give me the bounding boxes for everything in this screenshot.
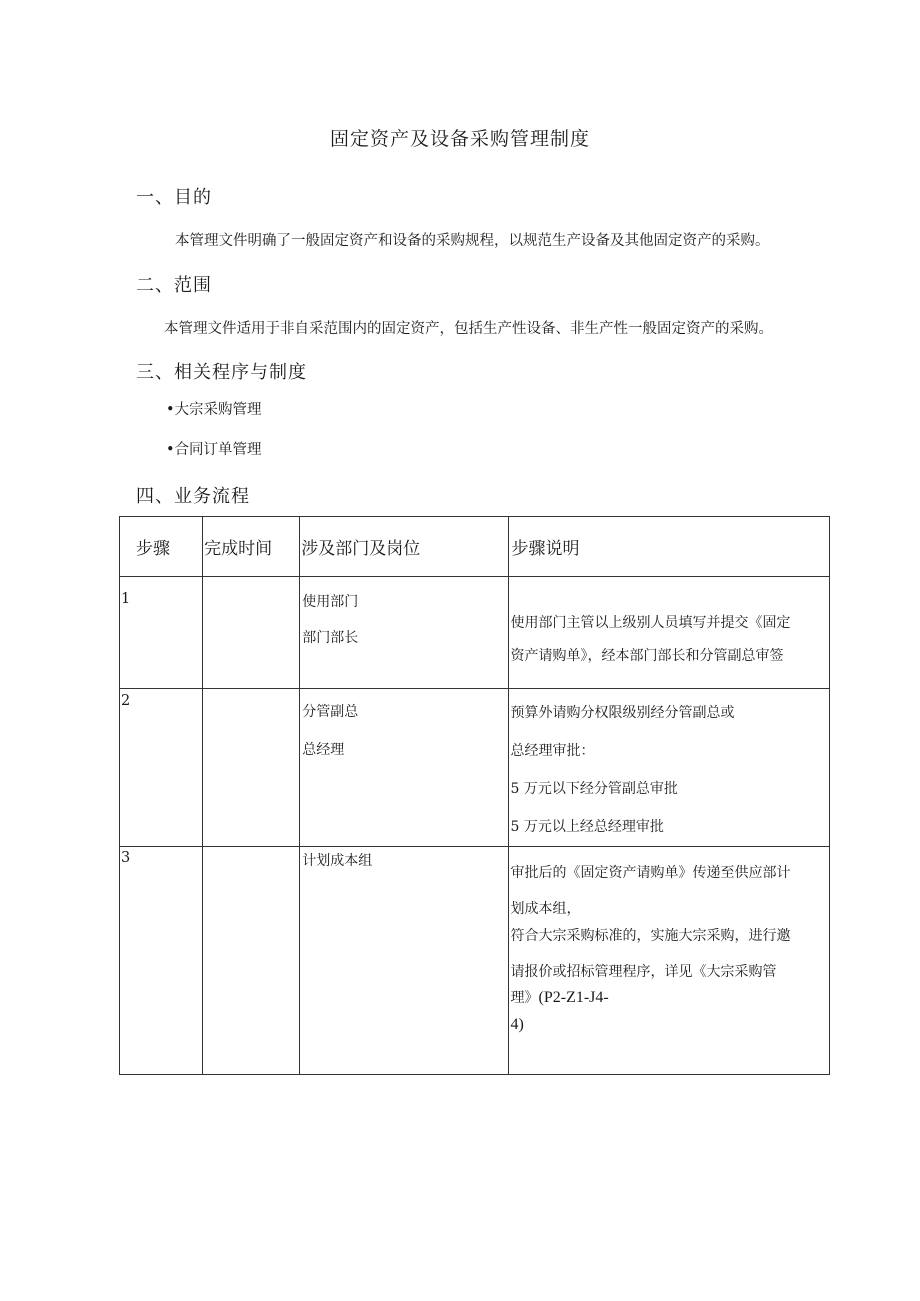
step-cell	[120, 847, 203, 1075]
desc-cell	[508, 689, 829, 847]
section-heading-related: 三、相关程序与制度	[136, 362, 307, 383]
dept-line: 使用部门	[302, 594, 359, 610]
related-item-bulk-purchase: •大宗采购管理	[166, 402, 262, 418]
step-number: 2	[121, 693, 131, 709]
doc-code: (P2-Z1-J4-	[538, 989, 609, 1006]
document-title: 固定资产及设备采购管理制度	[329, 128, 590, 150]
related-item-contract-order: •合同订单管理	[166, 442, 262, 458]
header-dept: 涉及部门及岗位	[300, 517, 508, 577]
desc-cell	[508, 577, 829, 689]
dept-line: 部门部长	[302, 630, 359, 646]
header-time: 完成时间	[203, 517, 300, 577]
step-cell	[120, 689, 203, 847]
section-body-scope: 本管理文件适用于非自采范围内的固定资产，包括生产性设备、非生产性一般固定资产的采购。	[164, 321, 773, 337]
table-header-row	[120, 517, 830, 577]
header-desc: 步骤说明	[508, 517, 829, 577]
desc-line: 符合大宗采购标准的，实施大宗采购，进行邀	[510, 928, 791, 944]
step-cell	[120, 577, 203, 689]
desc-line: 划成本组，	[510, 901, 581, 917]
desc-cell	[508, 847, 829, 1075]
table-row	[120, 689, 830, 847]
desc-line: 使用部门主管以上级别人员填写并提交《固定	[510, 615, 791, 631]
desc-line: 理》	[510, 990, 539, 1006]
desc-line: 5 万元以下经分管副总审批	[510, 781, 678, 797]
header-step: 步骤	[120, 517, 203, 577]
section-body-purpose: 本管理文件明确了一般固定资产和设备的采购规程，以规范生产设备及其他固定资产的采购。	[175, 233, 770, 249]
step-number: 1	[121, 591, 131, 607]
dept-cell	[300, 577, 508, 689]
time-cell	[203, 689, 300, 847]
desc-line: 总经理审批：	[510, 743, 595, 759]
section-heading-flow: 四、业务流程	[136, 486, 250, 507]
time-cell	[203, 577, 300, 689]
desc-line: 5 万元以上经总经理审批	[510, 819, 664, 835]
desc-line: 请报价或招标管理程序，详见《大宗采购管	[510, 964, 777, 980]
step-number: 3	[121, 850, 131, 866]
time-cell	[203, 847, 300, 1075]
section-heading-purpose: 一、目的	[136, 187, 212, 208]
desc-line: 审批后的《固定资产请购单》传递至供应部计	[510, 865, 791, 881]
dept-line: 分管副总	[302, 704, 359, 720]
dept-line: 总经理	[302, 742, 345, 758]
section-heading-scope: 二、范围	[136, 275, 212, 296]
dept-cell	[300, 847, 508, 1075]
desc-line: 预算外请购分权限级别经分管副总或	[510, 705, 735, 721]
dept-cell	[300, 689, 508, 847]
table-row	[120, 577, 830, 689]
dept-line: 计划成本组	[302, 853, 373, 869]
table-row	[120, 847, 830, 1075]
process-flow-table	[119, 516, 830, 1075]
doc-code-end: 4)	[510, 1016, 524, 1033]
desc-line: 资产请购单》，经本部门部长和分管副总审签	[510, 648, 784, 664]
